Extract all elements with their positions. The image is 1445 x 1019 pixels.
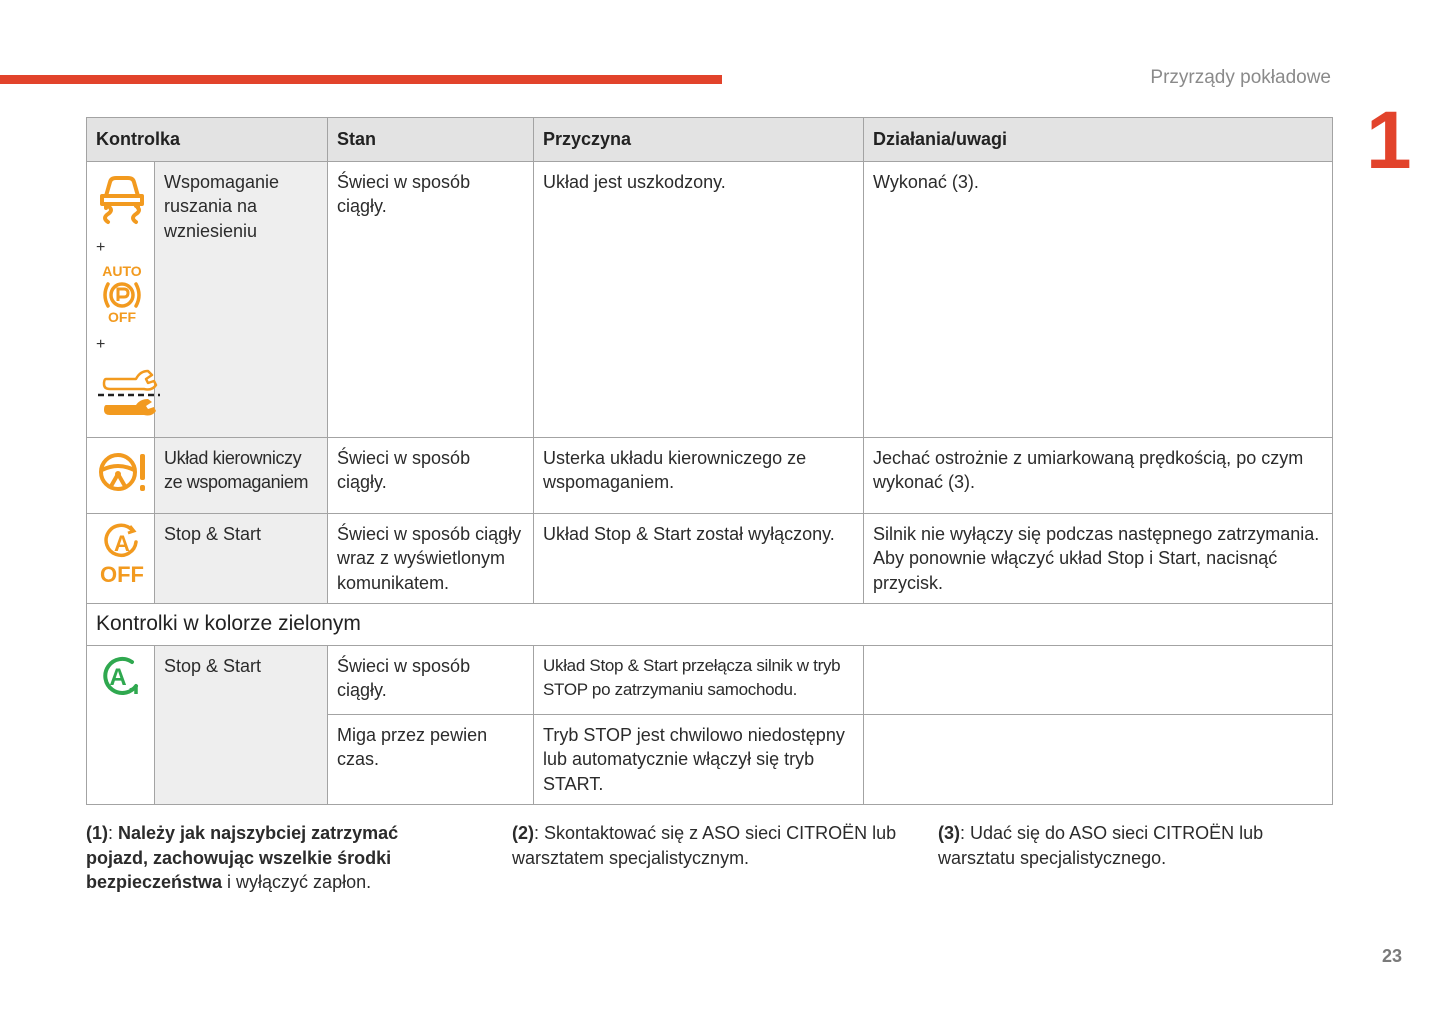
footnote-1: (1): Należy jak najszybciej zatrzymać pojazd, zachowując wszelkie środki bezpieczeństwa i wyłączyć zapłon. [86,823,399,892]
footnote-text: i wyłączyć zapłon. [222,872,372,892]
action-cell [864,645,1333,714]
state-cell: Miga przez pewien czas. [328,714,534,805]
icon-letter: A [109,663,127,691]
table-row [87,513,1333,604]
state-cell: Świeci w sposób ciągły. [328,645,534,714]
footnote-marker: (2) [512,823,534,843]
plus-sign: + [96,239,106,256]
table-row [87,161,1333,437]
warning-lights-table [86,117,1333,805]
state-cell: Świeci w sposób ciągły wraz z wyświetlonym komunikatem. [328,513,534,604]
kontrolka-name: Stop & Start [155,513,328,604]
icon-letter: A [114,530,130,556]
col-header-stan: Stan [328,118,534,162]
service-wrench-icon [96,359,162,417]
off-label: OFF [108,309,136,324]
col-header-kontrolka: Kontrolka [87,118,328,162]
footnote-3 [938,821,1338,870]
kontrolka-name: Układ kierowniczy ze wspomaganiem [155,437,328,513]
icon-cell [87,161,155,437]
cause-cell: Tryb STOP jest chwilowo niedostępny lub automatycznie włączył się tryb START. [534,714,864,805]
page-number: 23 [1382,946,1403,966]
hill-start-assist-icon [96,170,148,228]
kontrolka-name: Stop & Start [155,645,328,805]
icon-cell [87,645,155,805]
auto-parking-brake-off-icon [96,262,148,324]
action-cell: Wykonać (3). [864,161,1333,437]
off-label: OFF [100,561,144,586]
col-header-dzialania: Działania/uwagi [864,118,1333,162]
power-steering-warning-icon [96,450,150,494]
col-header-przyczyna: Przyczyna [534,118,864,162]
table-header-row [87,118,1333,162]
stop-start-off-icon [96,522,148,586]
kontrolka-name: Wspomaganie ruszania na wzniesieniu [155,161,328,437]
stop-start-green-icon [96,654,144,698]
cause-cell: Układ Stop & Start przełącza silnik w tryb STOP po zatrzymaniu samochodu. [534,645,864,714]
chapter-number: 1 [1366,95,1412,186]
cause-cell: Układ jest uszkodzony. [534,161,864,437]
footnote-text: : Skontaktować się z ASO sieci CITROËN lub warsztatem specjalistycznym. [512,823,897,868]
icon-cell [87,513,155,604]
auto-label: AUTO [102,263,142,279]
footnote-marker: (1) [86,823,108,843]
table-row [87,645,1333,714]
table-row [87,437,1333,513]
state-cell: Świeci w sposób ciągły. [328,437,534,513]
action-cell [864,714,1333,805]
icon-cell [87,437,155,513]
footnote-2 [512,821,912,870]
footnote-marker: (3) [938,823,960,843]
section-title: Przyrządy pokładowe [1150,67,1331,88]
footnote-text: : Udać się do ASO sieci CITROËN lub warsztatu specjalistycznego. [938,823,1264,868]
header-accent-bar [0,75,722,84]
plus-sign: + [96,335,106,353]
action-cell: Jechać ostrożnie z umiarkowaną prędkością, po czym wykonać (3). [864,437,1333,513]
footnote-bold-text: Należy jak najszybciej zatrzymać pojazd, zachowując wszelkie środki bezpieczeństwa [86,823,399,892]
action-cell: Silnik nie wyłączy się podczas następnego zatrzymania. Aby ponownie włączyć układ Stop i Start, nacisnąć przycisk. [864,513,1333,604]
green-section-title: Kontrolki w kolorze zielonym [87,604,1333,646]
cause-cell: Usterka układu kierowniczego ze wspomaganiem. [534,437,864,513]
section-row [87,604,1333,646]
cause-cell: Układ Stop & Start został wyłączony. [534,513,864,604]
state-cell: Świeci w sposób ciągły. [328,161,534,437]
